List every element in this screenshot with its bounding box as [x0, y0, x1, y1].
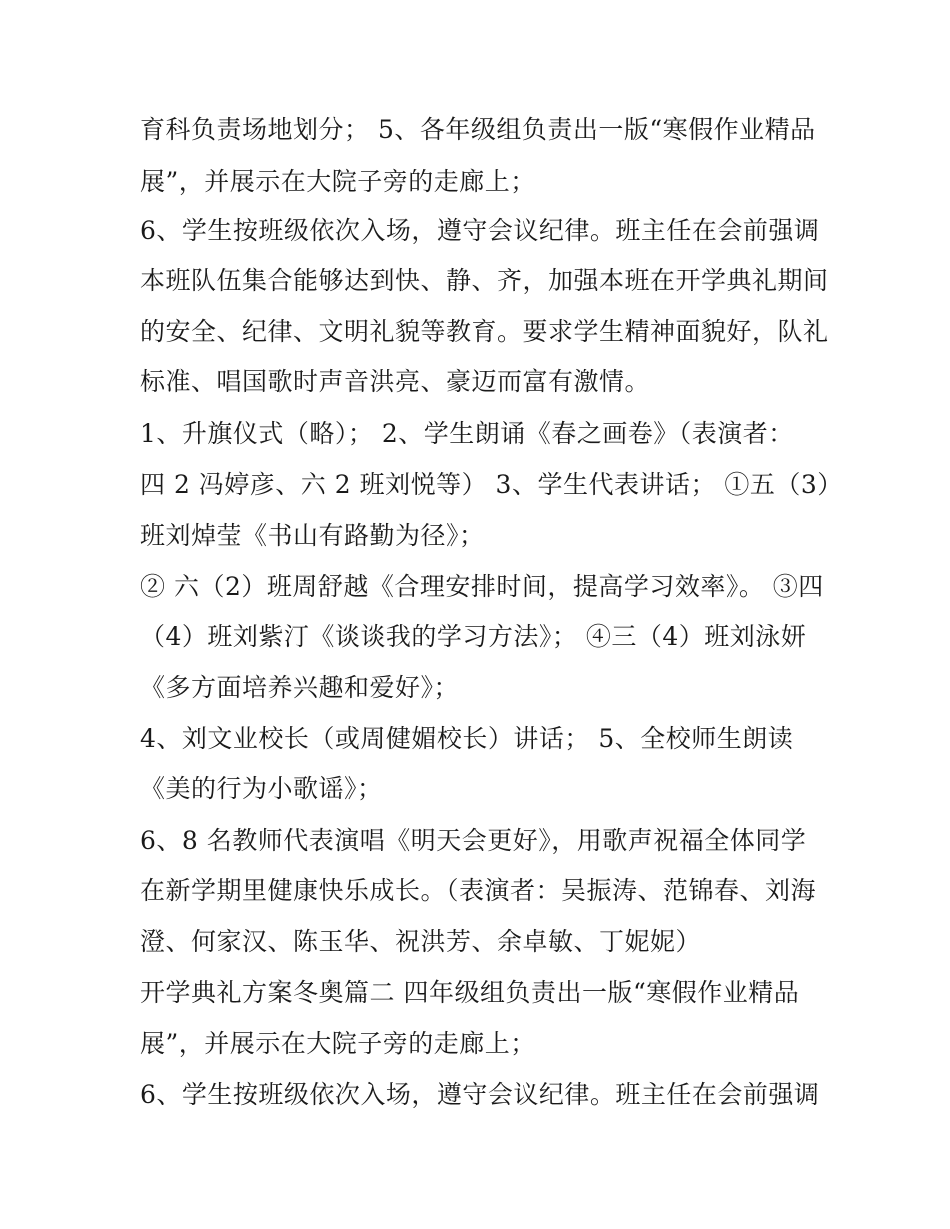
text-line: 《多方面培养兴趣和爱好》； [140, 673, 460, 702]
text-line: 展”，并展示在大院子旁的走廊上； [140, 1029, 536, 1058]
text-line: 1、升旗仪式（略）； 2、学生朗诵《春之画卷》（表演者： [140, 419, 794, 448]
text-line: 6、8 名教师代表演唱《明天会更好》，用歌声祝福全体同学 [140, 826, 807, 855]
text-line: ② 六（2）班周舒越《合理安排时间，提高学习效率》。 ③四 [140, 572, 824, 601]
text-line: 本班队伍集合能够达到快、静、齐，加强本班在开学典礼期间 [140, 266, 829, 295]
text-line: 4、刘文业校长（或周健媚校长）讲话； 5、全校师生朗读 [140, 724, 794, 753]
text-line: 班刘焯莹《书山有路勤为径》； [140, 521, 485, 550]
text-line: 的安全、纪律、文明礼貌等教育。要求学生精神面貌好，队礼 [140, 317, 829, 346]
text-line: 《美的行为小歌谣》； [140, 774, 383, 803]
text-line: 6、学生按班级依次入场，遵守会议纪律。班主任在会前强调 [140, 1080, 820, 1109]
text-line: 6、学生按班级依次入场，遵守会议纪律。班主任在会前强调 [140, 216, 820, 245]
text-line: 育科负责场地划分； 5、各年级组负责出一版“寒假作业精品 [140, 115, 816, 144]
text-line: 四 2 冯婷彦、六 2 班刘悦等） 3、学生代表讲话； ①五（3） [140, 470, 843, 499]
text-line: 展”，并展示在大院子旁的走廊上； [140, 167, 536, 196]
text-line: 标准、唱国歌时声音洪亮、豪迈而富有激情。 [140, 367, 651, 396]
text-line: （4）班刘紫汀《谈谈我的学习方法》； ④三（4）班刘泳妍 [140, 622, 807, 651]
text-line: 在新学期里健康快乐成长。（表演者：吴振涛、范锦春、刘海 [140, 876, 817, 905]
text-line: 澄、何家汉、陈玉华、祝洪芳、余卓敏、丁妮妮） [140, 927, 702, 956]
text-line: 开学典礼方案冬奥篇二 四年级组负责出一版“寒假作业精品 [140, 978, 800, 1007]
